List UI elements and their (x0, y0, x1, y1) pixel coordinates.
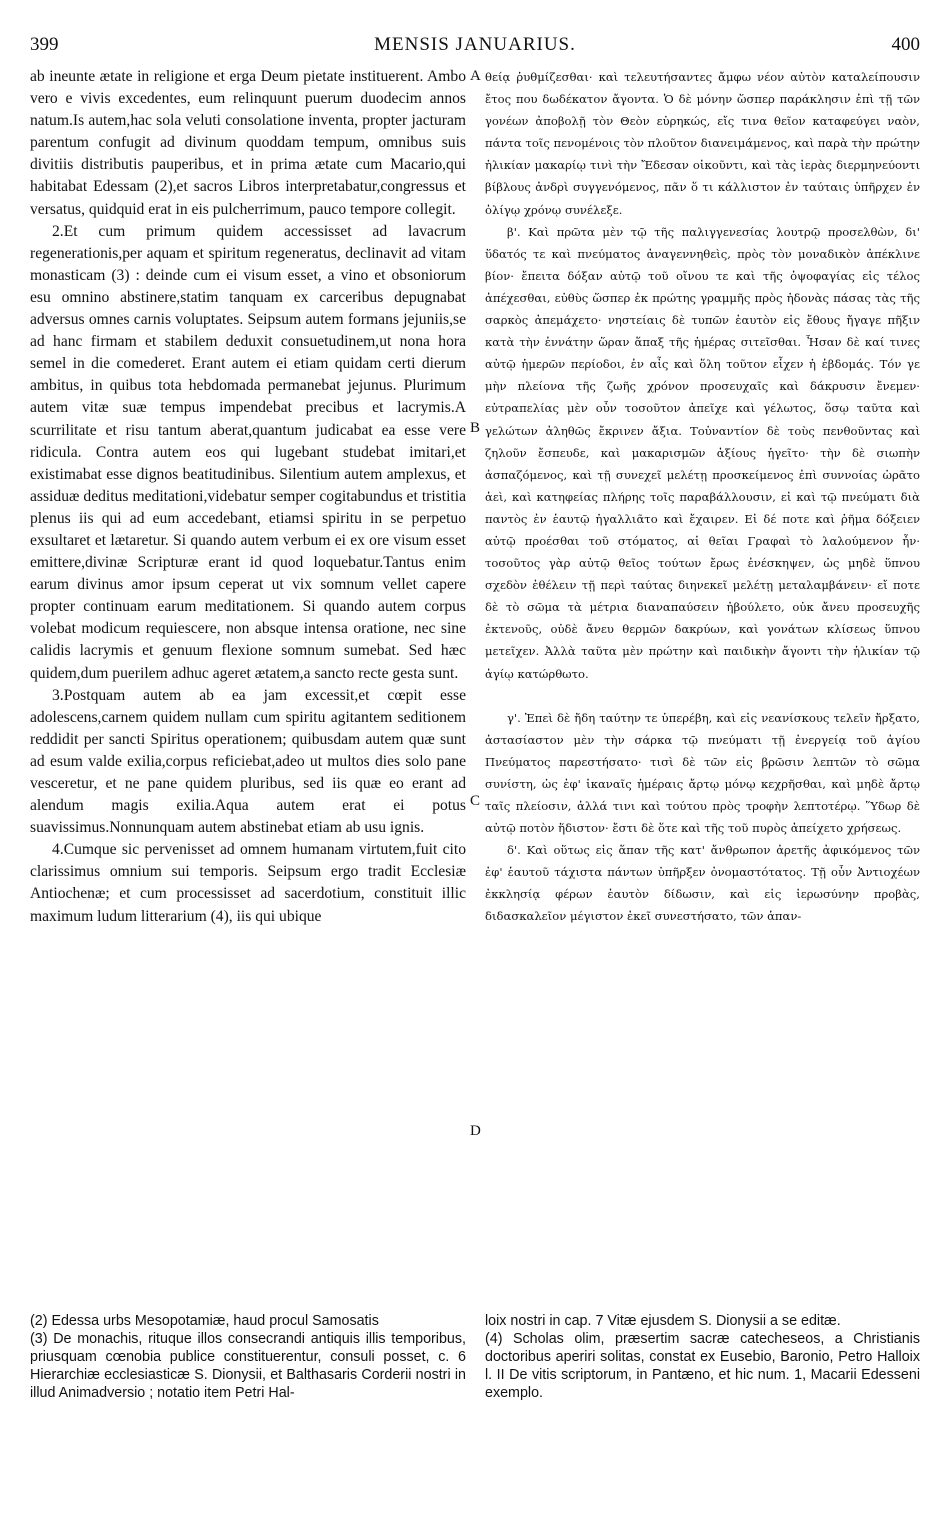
running-title: MENSIS JANUARIUS. (374, 34, 576, 55)
margin-marker-a: A (470, 68, 481, 84)
greek-paragraph-1: θείᾳ ῥυθμίζεσθαι· καὶ τελευτήσαντες ἄμφω νέον αὐτὸν καταλείπουσιν ἔτος που δωδέκατον ἄγοντα. Ὁ δὲ μόνην ὥσπερ παράκλησιν ἐπὶ τῇ τῶν γονέων ἀποβολῇ τὸν Θεὸν εὑρηκώς, εἴς τινα θεῖον καταφεύγει ναὸν, πάντα τοῖς πενομένοις τὸν πλοῦτον διανειμάμενος, καὶ παρὰ τὴν πρώτην ἡλικίαν μακαρίῳ τινὶ τὴν Ἔδεσαν οἰκοῦντι, καὶ τὰς ἱερὰς διερμηνεύοντι βίβλους ἀνδρὶ συγγενόμενος, πᾶν ὅ τι κάλλιστον ἐν ταύταις ὑπῆρχεν ἐν ὀλίγῳ χρόνῳ συνέλεξε. (485, 70, 920, 217)
greek-paragraph-4: δ'. Καὶ οὕτως εἰς ἅπαν τῆς κατ' ἄνθρωπον ἀρετῆς ἀφικόμενος τῶν ἐφ' ἑαυτοῦ τάχιστα πάντων ὑπῆρξεν ὀνομαστότατος. Τῇ οὖν Ἀντιοχέων ἐκκλησίᾳ φέρων ἑαυτὸν δίδωσιν, καὶ εἰς ἱερωσύνην προβὰς, διδασκαλεῖον μέγιστον ἐκεῖ συνεστήσατο, τῶν ἁπαν- (485, 843, 920, 924)
page-number-left: 399 (30, 34, 59, 55)
footnotes-right (485, 1312, 920, 1402)
footnote-2: (2) Edessa urbs Mesopotamiæ, haud procul Samosatis (30, 1313, 379, 1329)
footnote-3-continued: loix nostri in cap. 7 Vitæ ejusdem S. Dionysii a se editæ. (485, 1313, 841, 1329)
latin-paragraph-4: 4.Cumque sic pervenisset ad omnem humanam virtutem,fuit cito clarissimus omnium sui temporis. Seipsum ergo tradit Ecclesiæ Antiochenæ; et cum processisset ad sacerdotium, constituit illic maximum ludum litterarium (4), iis qui ubique (30, 841, 466, 925)
margin-marker-c: C (470, 793, 481, 809)
page-number-right: 400 (891, 34, 920, 55)
greek-column (485, 66, 920, 928)
footnote-3: (3) De monachis, rituque illos consecrandi antiquis illis temporibus, priusquam cœnobia publice constituerentur, consuli posset, c. 6 Hierarchiæ ecclesiasticæ S. Dionysii, et Balthasaris Corderii nostri in illud Animadversio ; notatio item Petri Hal- (30, 1331, 466, 1401)
latin-paragraph-3: 3.Postquam autem ab ea jam excessit,et cœpit esse adolescens,carnem quidem nullam cum spiritu agitantem seditionem reddidit per sancti Spiritus operationem; quibusdam autem quæ sunt ad esum valde exilia,corpus reficiebat,adeo ut multos dies solo pane vesceretur, et ne pane quidem pluribus, sed iis quæ eo erant ad alendum magis exilia.Aqua autem erat ei potus suavissimus.Nonnunquam autem abstinebat etiam ab usu ignis. (30, 686, 466, 837)
margin-marker-b: B (470, 420, 481, 436)
footnotes-left (30, 1312, 466, 1402)
greek-paragraph-2: β'. Καὶ πρῶτα μὲν τῷ τῆς παλιγγενεσίας λουτρῷ προσελθὼν, δι' ὕδατός τε καὶ πνεύματος ἀναγεννηθεὶς, πρὸς τὸν μοναδικὸν ἀπέκλινε βίον· ἔπειτα δόξαν αὐτῷ τοῦ οἴνου τε καὶ τῆς ὀψοφαγίας εἰς τέλος ἀπέχεσθαι, εὐθὺς ὥσπερ ἐκ πρώτης γραμμῆς πρὸς ἡδονὰς πάσας τὰς τῆς σαρκὸς ἀπεμάχετο· νηστείαις δὲ τυπῶν ἑαυτὸν εἰς ἔθους ἤγαγε πῆξιν κατὰ τὴν ἐννάτην ὥραν ἅπαξ τῆς ἡμέρας σιτεῖσθαι. Ἦσαν δὲ καί τινες αὐτῷ ἡμερῶν περίοδοι, ἐν αἷς καὶ ὅλη τοῦτον εἶχεν ἡ ἑβδομάς. Τόν γε μὴν πλείονα τῆς ζωῆς χρόνον προσευχαῖς καὶ δάκρυσιν ἔνεμεν· εὐτραπελίας μὲν οὖν τοσοῦτον ἀπεῖχε καὶ γέλωτος, ὅσῳ ταῦτα καὶ γελώτων ἀληθῶς ἔκρινεν ἄξια. Τοὐναντίον δὲ τοὺς πενθοῦντας καὶ ζηλοῦν ἔσπευδε, καὶ μακαρισμῶν ἀξίους ἡγεῖτο· τὴν δὲ σιωπὴν ἀσπαζόμενος, καὶ τῇ συνεχεῖ μελέτῃ προσκείμενος ἐπὶ συννοίας ὡρᾶτο ἀεὶ, καὶ κατηφείας πλήρης τοῖς παραβάλλουσιν, εἰ καὶ τῷ πνεύματι διὰ παντὸς ἐν ἑαυτῷ ἠγαλλιᾶτο καὶ ἔχαιρεν. Εἰ δέ ποτε καὶ ῥῆμα δόξειεν αὐτῷ προέσθαι τοῦ στόματος, αἱ θεῖαι Γραφαὶ τὸ λαλούμενον ἦν· τοσοῦτος γὰρ αὐτῷ θεῖος τούτων ἔρως ἐνέσκηψεν, ὡς μηδὲ ὕπνου σχεδὸν ἐθέλειν τῇ περὶ ταύτας διηνεκεῖ μελέτῃ μεταλαμβάνειν· εἴ ποτε δὲ τὸ σῶμα τὰ μέτρια διαναπαύσειν ἠβούλετο, οὐκ ἄνευ προσευχῆς ἐκτενοῦς, οὐδὲ ἄνευ θερμῶν δακρύων, καὶ γονάτων κλίσεως ὕπνου μετεῖχεν. Ἀλλὰ ταῦτα μὲν πρώτην καὶ παιδικὴν ἄγοντι τὴν ἡλικίαν τῷ ἁγίῳ κατώρθωτο. (485, 224, 920, 681)
greek-paragraph-3: γ'. Ἐπεὶ δὲ ἤδη ταύτην τε ὑπερέβη, καὶ εἰς νεανίσκους τελεῖν ἤρξατο, ἀστασίαστον μὲν τὴν σάρκα τῷ πνεύματι τῇ ἐνεργείᾳ τοῦ ἁγίου Πνεύματος παρεστήσατο· τισὶ δὲ τῶν εἰς βρῶσιν λεπτῶν τὸ σῶμα συνίστη, ὡς ἐφ' ἱκαναῖς ἡμέραις ἄρτῳ μόνῳ κεχρῆσθαι, καὶ μηδὲ ἄρτῳ ταῖς πλείοσιν, ἀλλά τινι καὶ τούτου πρὸς τροφὴν λεπτοτέρῳ. Ὕδωρ δὲ αὐτῷ ποτὸν ἥδιστον· ἔστι δὲ ὅτε καὶ τῆς τοῦ πυρὸς ἀπείχετο χρήσεως. (485, 710, 920, 836)
margin-marker-d: D (470, 1123, 481, 1139)
running-header (30, 34, 920, 60)
latin-paragraph-2: 2.Et cum primum quidem accessisset ad lavacrum regenerationis,per aquam et spiritum regeneratus, declinavit ad vitam monasticam (3) : deinde cum ei visum esset, a vino et obsoniorum esu omnino abstinere,statim tanquam ex carceribus depugnabat adversus omnes carnis voluptates. Seipsum autem formans jejuniis,se ad hanc firmam et stabilem deduxit consuetudinem,ut nona hora semel in die comederet. Erant autem ei etiam quidam certi dierum ambitus, in quibus tota hebdomada permanebat jejunus. Plurimum autem vitæ suæ tempus impendebat precibus et lacrymis.A scurrilitate et risu tantum aberat,quantum judicabat ea esse vere ridicula. Contra autem eos qui lugebant studebat imitari,et existimabat esse dignos beatitudinibus. Silentium autem amplexus, et assiduæ deditus meditationi,videbatur semper cogitabundus et tristitia plenus iis qui ad eum accedebant, etiamsi spiritu in se perpetuo exsultaret et lætaretur. Si quando autem verbum ei ex ore visum esset emittere,divinæ Scripturæ erant id quod loquebatur.Tantus enim earum divinus amor ipsum ceperat ut vix somnum vellet capere propter continuam earum meditationem. Si quando autem corpus volebat modicum requiescere, non absque intensa oratione, nec sine calidis lacrymis et genuum flexione somnum sumebat. Sed hæc quidem,dum puerilem adhuc ageret ætatem,a sancto recte gesta sunt. (30, 222, 466, 682)
latin-column (30, 66, 466, 928)
footnote-4: (4) Scholas olim, præsertim sacræ catecheseos, a Christianis doctoribus aperiri solitas, constat ex Eusebio, Baronio, Petro Halloix l. II De vitis scriptorum, in Pantæno, et hic num. 1, Macarii Edesseni exemplo. (485, 1331, 920, 1401)
latin-paragraph-1: ab ineunte ætate in religione et erga Deum pietate instituerent. Ambo vero e vivis excedentes, eum relinquunt puerum duodecim annos natum.Is autem,hac sola veluti consolatione inventa, propter jacturam parentum confugit ad divinum quoddam tempum, omnibus suis divitiis distributis pauperibus, et in prima ætate cum Macario,qui habitabat Edessam (2),et sacros Libros interpretabatur,congressus et versatus, quidquid erat in eis pulcherrimum, pauco tempore collegit. (30, 68, 466, 218)
